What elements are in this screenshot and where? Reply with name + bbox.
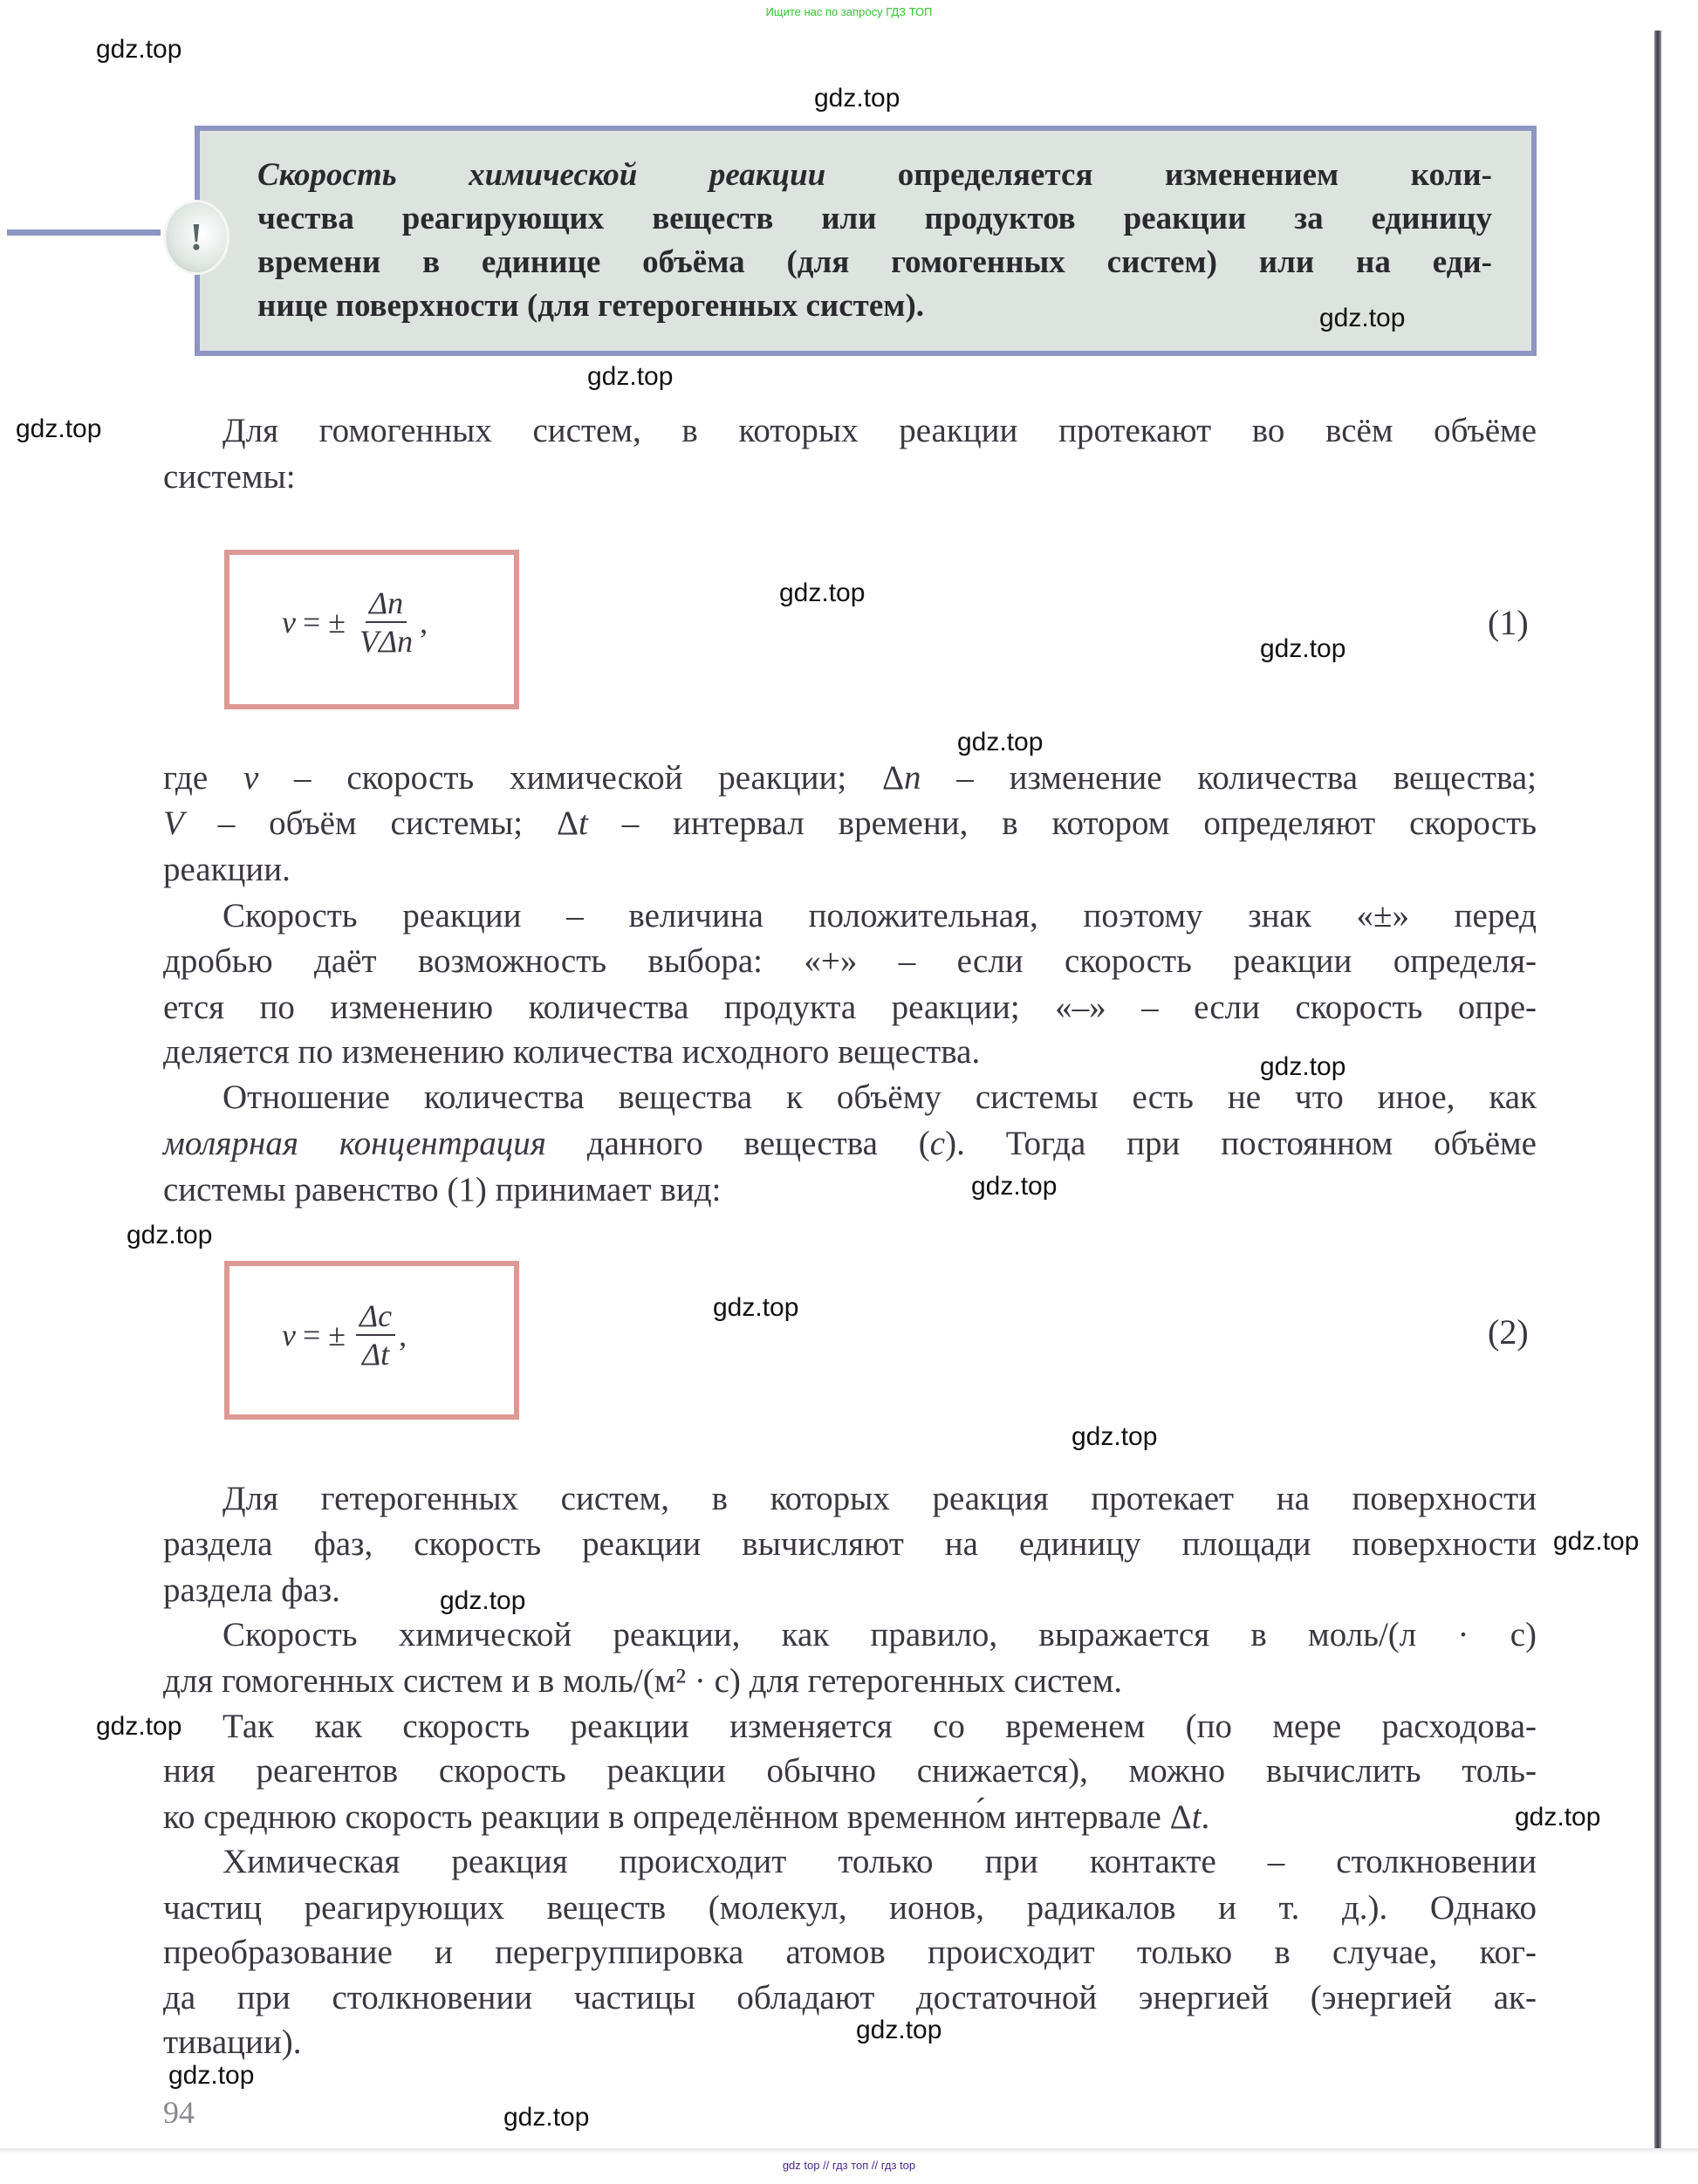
- formula-eq: = ±: [302, 605, 346, 640]
- text-line: [223, 1839, 1537, 1885]
- definition-marker-line: [7, 229, 161, 236]
- text-segment: – объём системы; Δ: [183, 804, 579, 842]
- text-segment: ). Тогда при постоянном объёме: [945, 1125, 1537, 1162]
- text-segment: Для гетерогенных систем, в которых реакция протекает на поверхности: [223, 1480, 1537, 1517]
- text-line: [163, 1886, 1537, 1931]
- text-segment: Так как скорость реакции изменяется со временем (по мере расходова-: [223, 1708, 1537, 1745]
- top-search-note: Ищите нас по запросу ГДЗ ТОП: [765, 5, 933, 18]
- text-line: [163, 1522, 1537, 1567]
- watermark: gdz.top: [587, 362, 674, 391]
- text-line: [257, 241, 1492, 284]
- text-segment: ко среднюю скорость реакции в определённом временно́м интервале Δ: [163, 1798, 1192, 1836]
- italic-text: t: [579, 804, 588, 842]
- text-line: [163, 1930, 1537, 1975]
- text-line: [223, 1612, 1537, 1658]
- text-line: [163, 756, 1537, 801]
- text-segment: раздела фаз.: [163, 1571, 340, 1609]
- watermark: gdz.top: [1515, 1803, 1601, 1831]
- italic-text: молярная концентрация: [163, 1125, 546, 1162]
- watermark: gdz.top: [1319, 304, 1406, 332]
- formula-box-1: [224, 550, 519, 709]
- text-line: [163, 939, 1537, 984]
- text-line: [223, 1704, 1537, 1749]
- fraction: [356, 585, 416, 660]
- watermark: gdz.top: [168, 2061, 255, 2090]
- formula-tail: ,: [399, 1318, 407, 1352]
- text-segment: нице поверхности (для гетерогенных систем).: [257, 288, 925, 324]
- text-segment: преобразование и перегруппировка атомов происходит только в случае, ког-: [163, 1934, 1537, 1971]
- watermark: gdz.top: [971, 1172, 1058, 1201]
- text-line: [223, 408, 1537, 454]
- watermark: gdz.top: [503, 2103, 590, 2132]
- formula-eq: = ±: [302, 1318, 346, 1352]
- text-segment: системы равенство (1) принимает вид:: [163, 1171, 722, 1208]
- text-segment: чества реагирующих веществ или продуктов реакции за единицу: [257, 201, 1492, 236]
- text-line: [257, 284, 1492, 328]
- text-segment: времени в единице объёма (для гомогенных систем) или на еди-: [257, 244, 1492, 280]
- text-segment: частиц реагирующих веществ (молекул, ионов, радикалов и т. д.). Однако: [163, 1889, 1537, 1927]
- text-segment: Скорость реакции – величина положительная, поэтому знак «±» перед: [223, 897, 1537, 935]
- italic-text: t: [1191, 1798, 1202, 1836]
- text-segment: где: [163, 759, 243, 797]
- text-segment: ния реагентов скорость реакции обычно снижается), можно вычислить толь-: [163, 1752, 1537, 1790]
- equation-number-1: (1): [1488, 603, 1529, 642]
- watermark: gdz.top: [1072, 1422, 1158, 1451]
- watermark: gdz.top: [440, 1586, 526, 1615]
- text-segment: дробью даёт возможность выбора: «+» – если скорость реакции определя-: [163, 942, 1537, 980]
- text-segment: тивации).: [163, 2023, 302, 2061]
- watermark: gdz.top: [96, 35, 182, 64]
- text-segment: – интервал времени, в котором определяют скорость: [587, 804, 1537, 842]
- watermark: gdz.top: [16, 414, 102, 443]
- text-segment: реакции.: [163, 851, 291, 888]
- text-segment: Отношение количества вещества к объёму системы есть не что иное, как: [223, 1078, 1537, 1116]
- page-edge: [0, 2148, 1698, 2153]
- text-line: [163, 2020, 1537, 2065]
- text-segment: .: [1201, 1798, 1210, 1836]
- italic-text: n: [904, 759, 921, 797]
- text-line: [163, 985, 1537, 1030]
- text-segment: – скорость химической реакции; Δ: [258, 759, 905, 797]
- text-segment: определяется изменением коли-: [825, 157, 1492, 193]
- page-spine: [1654, 31, 1661, 2151]
- formula-box-2: [224, 1261, 519, 1420]
- text-line: [223, 1476, 1537, 1522]
- denominator: Δt: [362, 1337, 390, 1372]
- text-line: [163, 801, 1537, 846]
- italic-text: c: [929, 1125, 946, 1162]
- text-segment: системы:: [163, 458, 296, 496]
- text-line: [163, 1568, 1537, 1613]
- watermark: gdz.top: [1260, 634, 1346, 663]
- numerator: Δn: [366, 585, 407, 623]
- watermark: gdz.top: [1260, 1052, 1346, 1081]
- text-line: [163, 1121, 1537, 1167]
- watermark: gdz.top: [96, 1712, 182, 1741]
- text-segment: данного вещества (: [545, 1125, 930, 1162]
- text-line: [163, 1975, 1537, 2021]
- italic-text: v: [243, 759, 259, 797]
- text-segment: для гомогенных систем и в моль/(м² · с) для гетерогенных систем.: [163, 1662, 1123, 1700]
- formula-1: [282, 585, 428, 660]
- formula-lhs: v: [282, 605, 296, 640]
- text-line: [163, 1167, 1537, 1213]
- text-segment: раздела фаз, скорость реакции вычисляют на единицу площади поверхности: [163, 1525, 1537, 1563]
- text-line: [163, 847, 1537, 893]
- page-number: 94: [163, 2095, 195, 2130]
- bottom-note: gdz top // гдз топ // гдз top: [782, 2159, 916, 2172]
- watermark: gdz.top: [957, 728, 1044, 757]
- watermark: gdz.top: [127, 1221, 213, 1249]
- exclamation-icon: !: [166, 202, 227, 272]
- formula-2: [282, 1297, 407, 1373]
- text-line: [163, 455, 1537, 500]
- numerator: Δc: [356, 1297, 395, 1336]
- formula-lhs: v: [282, 1318, 296, 1352]
- text-line: [223, 893, 1537, 939]
- text-line: [163, 1795, 1537, 1840]
- equation-number-2: (2): [1488, 1312, 1529, 1352]
- italic-text: Скорость химической реакции: [257, 157, 826, 193]
- denominator: VΔn: [359, 624, 414, 659]
- text-segment: деляется по изменению количества исходного вещества.: [163, 1033, 981, 1071]
- formula-tail: ,: [420, 605, 428, 640]
- watermark: gdz.top: [713, 1293, 799, 1322]
- text-line: [257, 154, 1492, 197]
- watermark: gdz.top: [814, 84, 900, 113]
- watermark: gdz.top: [856, 2016, 942, 2044]
- watermark: gdz.top: [1553, 1527, 1640, 1556]
- text-segment: Скорость химической реакции, как правило, выражается в моль/(л · с): [223, 1616, 1537, 1653]
- italic-text: V: [163, 804, 184, 842]
- text-line: [257, 197, 1492, 241]
- text-segment: ется по изменению количества продукта реакции; «–» – если скорость опре-: [163, 989, 1537, 1026]
- text-segment: Для гомогенных систем, в которых реакции протекают во всём объёме: [223, 412, 1537, 449]
- text-segment: Химическая реакция происходит только при контакте – столкновении: [223, 1843, 1537, 1880]
- text-segment: да при столкновении частицы обладают достаточной энергией (энергией ак-: [163, 1979, 1537, 2016]
- fraction: [356, 1297, 395, 1373]
- watermark: gdz.top: [779, 579, 866, 607]
- text-line: [163, 1659, 1537, 1704]
- text-line: [163, 1749, 1537, 1794]
- text-segment: – изменение количества вещества;: [921, 759, 1537, 797]
